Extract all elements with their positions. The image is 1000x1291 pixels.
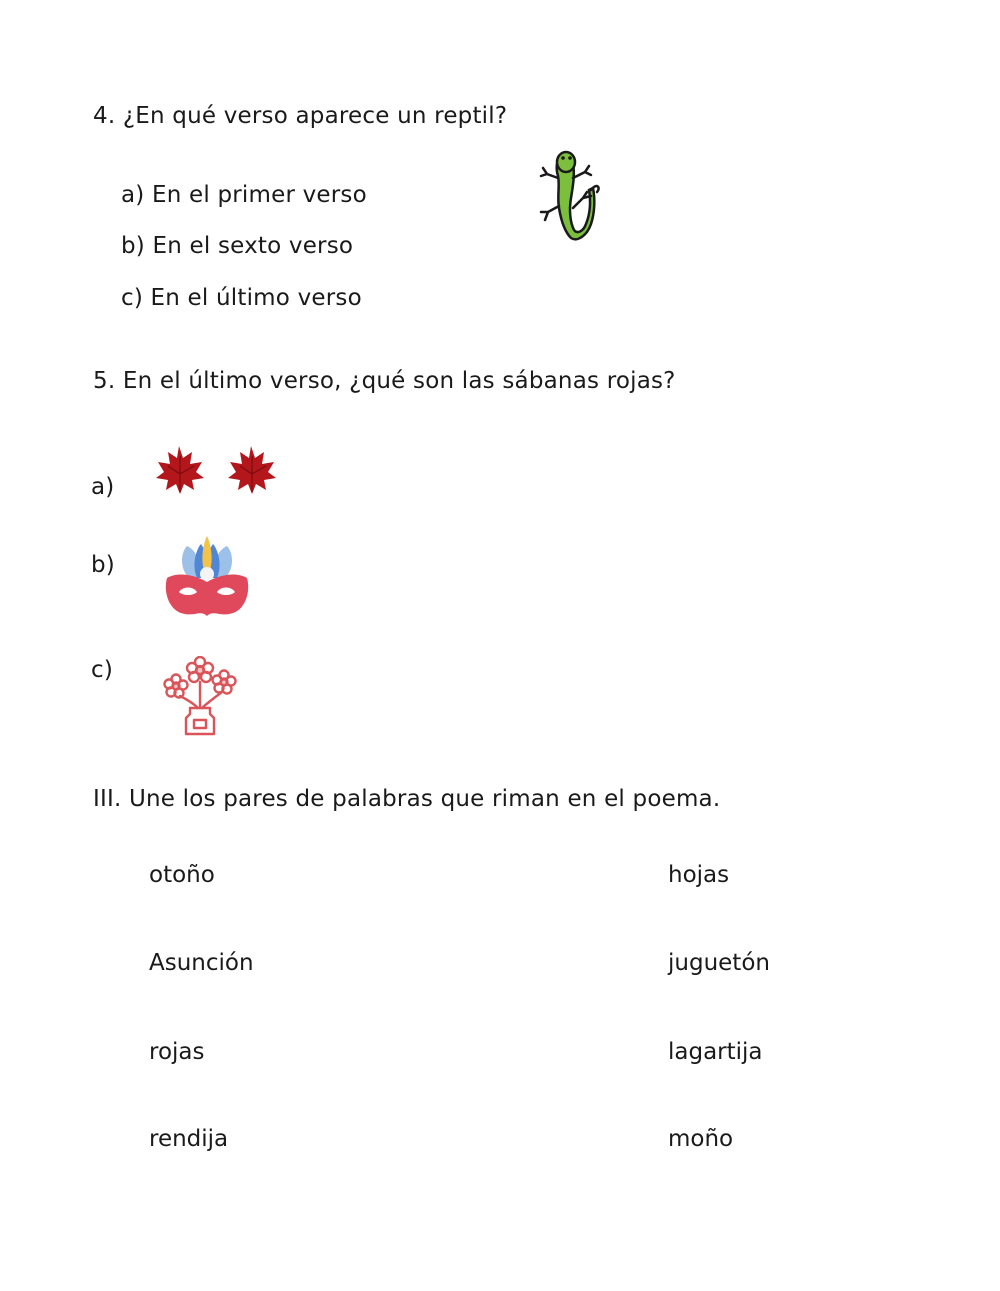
q4-option-b[interactable]: b) En el sexto verso (121, 233, 354, 259)
question-4-text: 4. ¿En qué verso aparece un reptil? (93, 103, 508, 129)
left-word-1[interactable]: otoño (149, 862, 215, 888)
left-word-3[interactable]: rojas (149, 1039, 205, 1065)
right-word-1[interactable]: hojas (668, 862, 730, 888)
question-5-text: 5. En el último verso, ¿qué son las sábanas rojas? (93, 368, 676, 394)
flower-vase-icon[interactable] (160, 656, 240, 736)
right-word-2[interactable]: juguetón (668, 950, 770, 976)
red-leaves-icon[interactable] (152, 444, 280, 496)
q5-option-b-label[interactable]: b) (91, 552, 115, 578)
left-word-4[interactable]: rendija (149, 1126, 229, 1152)
left-word-2[interactable]: Asunción (149, 950, 254, 976)
right-word-3[interactable]: lagartija (668, 1039, 763, 1065)
q4-option-a[interactable]: a) En el primer verso (121, 182, 367, 208)
carnival-mask-icon[interactable] (163, 534, 251, 620)
section-3-instruction: III. Une los pares de palabras que riman en el poema. (93, 786, 721, 812)
q5-option-c-label[interactable]: c) (91, 657, 114, 683)
lizard-icon (535, 148, 605, 244)
right-word-4[interactable]: moño (668, 1126, 734, 1152)
q4-option-c[interactable]: c) En el último verso (121, 285, 362, 311)
q5-option-a-label[interactable]: a) (91, 474, 115, 500)
